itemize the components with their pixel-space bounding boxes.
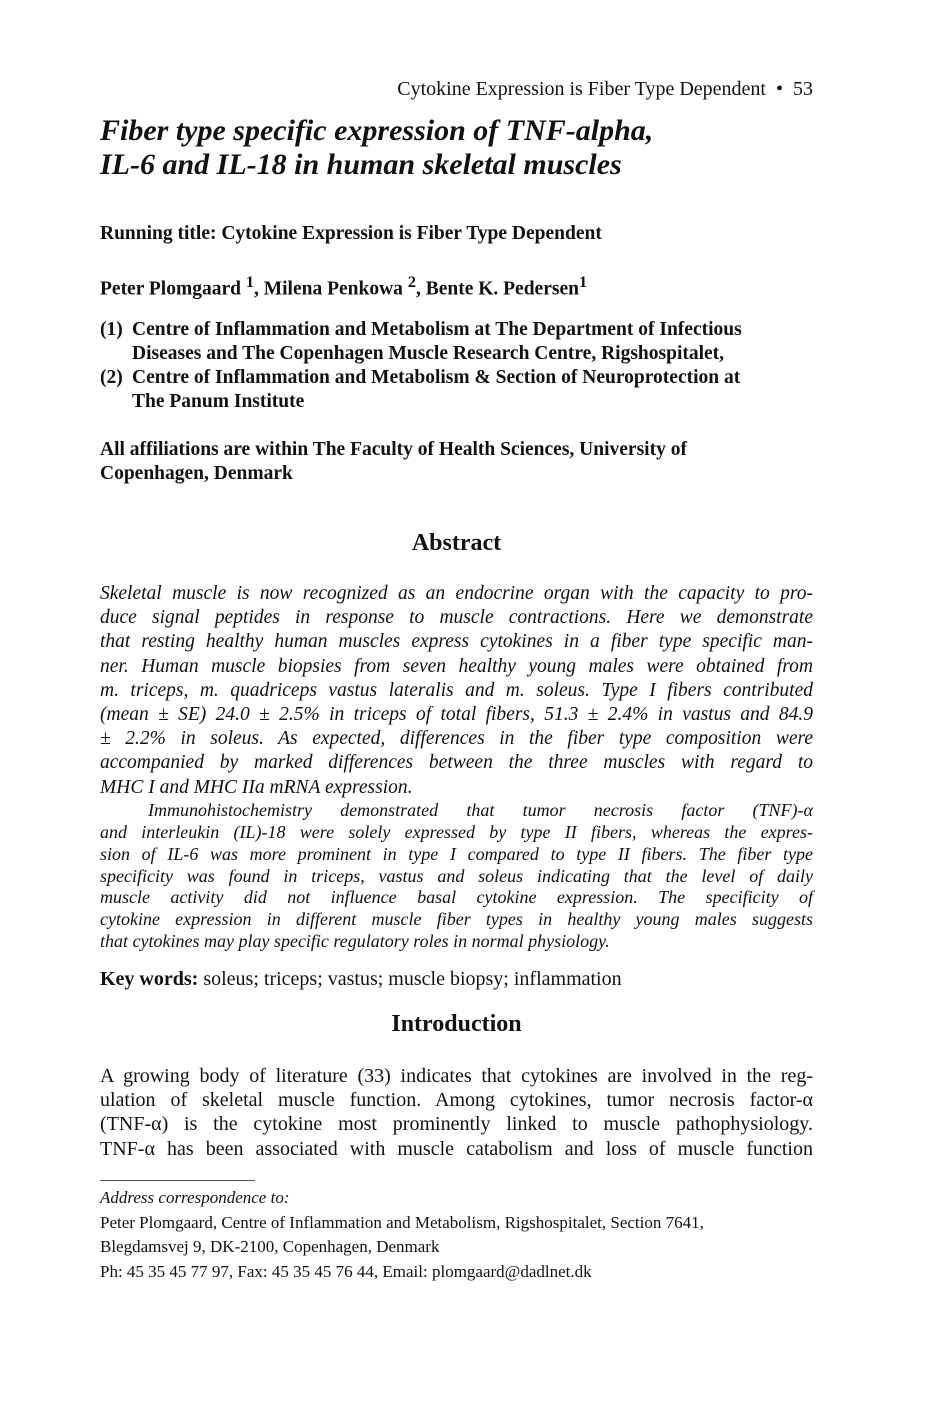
keywords-label: Key words:	[100, 968, 199, 990]
abstract-line: (mean ± SE) 24.0 ± 2.5% in triceps of total fibers, 51.3 ± 2.4% in vastus and 84.9	[100, 704, 813, 726]
correspondence-footnote	[100, 1186, 704, 1284]
author-3-affiliation: 1	[578, 273, 588, 291]
abstract-line: ner. Human muscle biopsies from seven healthy young males were obtained from	[100, 655, 813, 677]
abstract-line: muscle activity did not influence basal cytokine expression. The specificity of	[100, 887, 813, 908]
paper-title-line-2: IL-6 and IL-18 in human skeletal muscles	[100, 148, 622, 181]
abstract-line: ± 2.2% in soleus. As expected, differences in the fiber type composition were	[100, 728, 813, 750]
affiliation-line: Centre of Inflammation and Metabolism & Section of Neuroprotection at	[132, 367, 741, 388]
abstract-paragraph-1	[100, 582, 813, 800]
footnote-divider	[100, 1180, 255, 1181]
author-3: , Bente K. Pedersen	[415, 278, 579, 300]
paper-title	[100, 114, 653, 182]
affiliation-list	[100, 318, 742, 414]
author-2: , Milena Penkowa	[253, 278, 403, 300]
author-2-affiliation: 2	[407, 273, 416, 291]
all-affiliations-line-1: All affiliations are within The Faculty of Health Sciences, University of	[100, 439, 687, 460]
introduction-line: TNF-α has been associated with muscle catabolism and loss of muscle function	[100, 1137, 813, 1160]
affiliation-item	[100, 318, 742, 366]
page-number: 53	[793, 78, 813, 100]
abstract-line: MHC I and MHC IIa mRNA expression.	[100, 776, 413, 798]
affiliation-item	[100, 366, 742, 414]
affiliation-number: (1)	[100, 319, 123, 340]
introduction-line: A growing body of literature (33) indicates that cytokines are involved in the reg-	[100, 1065, 813, 1087]
running-title-line: Running title: Cytokine Expression is Fiber Type Dependent	[100, 223, 602, 244]
abstract-paragraph-2	[100, 800, 813, 953]
abstract-body	[100, 582, 813, 953]
affiliation-line: Centre of Inflammation and Metabolism at The Department of Infectious	[132, 319, 742, 340]
abstract-line: m. triceps, m. quadriceps vastus lateralis and m. soleus. Type I fibers contributed	[100, 679, 813, 701]
author-list	[100, 270, 587, 302]
abstract-line: duce signal peptides in response to muscle contractions. Here we demonstrate	[100, 607, 813, 629]
affiliation-line: Diseases and The Copenhagen Muscle Research Centre, Rigshospitalet,	[132, 343, 725, 364]
footnote-label: Address correspondence to:	[100, 1188, 290, 1207]
abstract-line: specificity was found in triceps, vastus and soleus indicating that the level of daily	[100, 865, 813, 886]
abstract-line: sion of IL-6 was more prominent in type I compared to type II fibers. The fiber type	[100, 843, 813, 864]
abstract-line: Immunohistochemistry demonstrated that tumor necrosis factor (TNF)-α	[148, 799, 813, 820]
introduction-heading: Introduction	[391, 1011, 522, 1037]
abstract-heading: Abstract	[411, 530, 502, 556]
introduction-line: (TNF-α) is the cytokine most prominently linked to muscle pathophysiology.	[100, 1113, 813, 1136]
abstract-line: accompanied by marked differences between the three muscles with regard to	[100, 752, 813, 774]
all-affiliations-note	[100, 438, 687, 486]
running-header-title: Cytokine Expression is Fiber Type Dependent	[397, 78, 766, 100]
author-1-affiliation: 1	[245, 273, 254, 291]
abstract-line: that resting healthy human muscles express cytokines in a fiber type specific man-	[100, 631, 813, 653]
footnote-line: Peter Plomgaard, Centre of Inflammation and Metabolism, Rigshospitalet, Section 7641,	[100, 1212, 704, 1232]
footnote-line: Blegdamsvej 9, DK-2100, Copenhagen, Denmark	[100, 1237, 440, 1256]
all-affiliations-line-2: Copenhagen, Denmark	[100, 463, 293, 484]
abstract-line: and interleukin (IL)-18 were solely expressed by type II fibers, whereas the expres-	[100, 821, 813, 842]
paper-title-line-1: Fiber type specific expression of TNF-alpha,	[100, 114, 654, 147]
abstract-line: Skeletal muscle is now recognized as an endocrine organ with the capacity to pro-	[100, 583, 813, 604]
abstract-line: that cytokines may play specific regulatory roles in normal physiology.	[100, 931, 610, 952]
keywords	[100, 968, 622, 991]
affiliation-line: The Panum Institute	[132, 391, 305, 412]
introduction-body	[100, 1064, 813, 1161]
running-header-bullet: •	[775, 78, 783, 100]
author-1: Peter Plomgaard	[100, 278, 241, 300]
introduction-line: ulation of skeletal muscle function. Among cytokines, tumor necrosis factor-α	[100, 1089, 813, 1112]
abstract-line: cytokine expression in different muscle fiber types in healthy young males suggests	[100, 909, 813, 930]
running-header	[397, 78, 813, 101]
footnote-contact: Ph: 45 35 45 77 97, Fax: 45 35 45 76 44, Email: plomgaard@dadlnet.dk	[100, 1261, 592, 1281]
keywords-text: soleus; triceps; vastus; muscle biopsy; inflammation	[198, 968, 622, 990]
affiliation-number: (2)	[100, 367, 123, 388]
